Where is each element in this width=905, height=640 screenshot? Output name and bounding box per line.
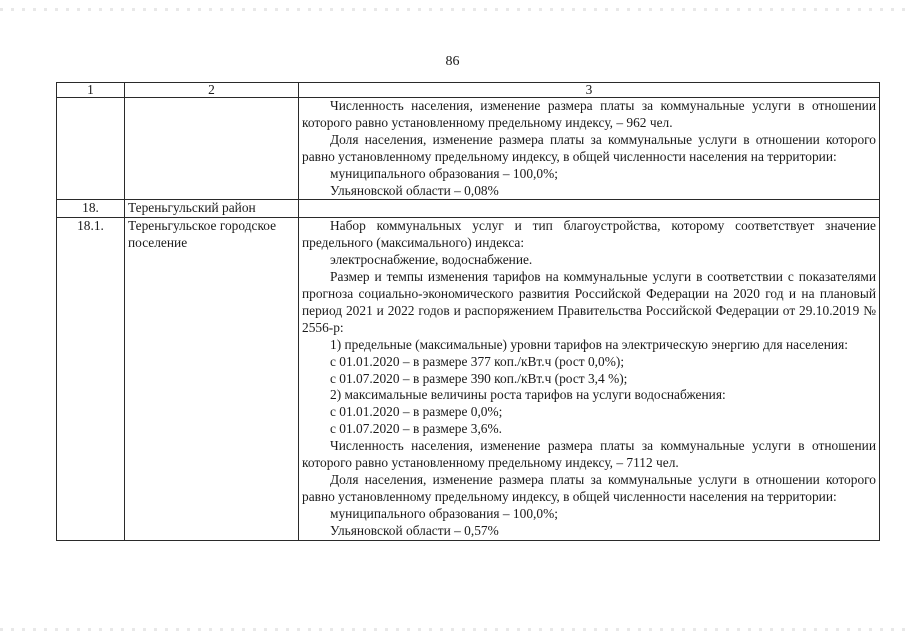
- description-paragraph: 1) предельные (максимальные) уровни тарифов на электрическую энергию для населения:: [330, 336, 848, 352]
- description-paragraph: с 01.07.2020 – в размере 390 коп./кВт.ч (рост 3,4 %);: [330, 370, 628, 386]
- settlement-name: Тереньгульское городское поселение: [125, 218, 299, 540]
- district-description-cell: [299, 200, 880, 218]
- table-row-district: [57, 200, 880, 218]
- description-paragraph: с 01.01.2020 – в размере 377 коп./кВт.ч (рост 0,0%);: [330, 353, 625, 369]
- description-paragraph: Ульяновской области – 0,08%: [330, 182, 499, 198]
- page-number: 86: [445, 54, 460, 69]
- description-paragraph: с 01.01.2020 – в размере 0,0%;: [330, 404, 503, 420]
- settlement-description-cell: [299, 218, 880, 540]
- description-paragraph: муниципального образования – 100,0%;: [330, 165, 558, 181]
- description-paragraph: Численность населения, изменение размера платы за коммунальные услуги в отношении которого равно установленному предельному индексу, – 962 чел.: [302, 98, 876, 130]
- description-paragraph: 2) максимальные величины роста тарифов на услуги водоснабжения:: [330, 387, 726, 403]
- description-paragraph: Ульяновской области – 0,57%: [330, 522, 499, 538]
- settlement-number: 18.1.: [57, 218, 125, 540]
- row-name-cell: [125, 98, 299, 200]
- table-row-settlement: [57, 218, 880, 540]
- description-paragraph: Набор коммунальных услуг и тип благоустройства, которому соответствует значение предельного (максимального) индекса:: [302, 218, 876, 251]
- table-row-continuation: [57, 98, 880, 200]
- table-header-row: [57, 83, 880, 98]
- column-header-1: 1: [57, 83, 125, 98]
- description-paragraph: Доля населения, изменение размера платы за коммунальные услуги в отношении которого равно установленному предельному индексу, в общей численности населения на территории:: [302, 131, 876, 164]
- description-paragraph: Размер и темпы изменения тарифов на коммунальные услуги в соответствии с показателями прогноза социально-экономического развития Российской Федерации на 2020 год и на плановый период 2021 и 2022 годов и распоряжением Правительства Российской Федерации от 29.10.2019 № 2556-р:: [302, 269, 876, 335]
- scan-artifact-bottom: [0, 628, 905, 631]
- description-paragraph: Численность населения, изменение размера платы за коммунальные услуги в отношении которого равно установленному предельному индексу, – 7112 чел.: [302, 438, 876, 471]
- description-paragraph: Доля населения, изменение размера платы за коммунальные услуги в отношении которого равно установленному предельному индексу, в общей численности населения на территории:: [302, 471, 876, 504]
- district-number: 18.: [57, 200, 125, 218]
- row-number-cell: [57, 98, 125, 200]
- description-paragraph: муниципального образования – 100,0%;: [330, 505, 558, 521]
- data-table: [56, 82, 880, 541]
- description-paragraph: с 01.07.2020 – в размере 3,6%.: [330, 421, 502, 437]
- row-description-cell: [299, 98, 880, 200]
- column-header-2: 2: [125, 83, 299, 98]
- column-header-3: 3: [299, 83, 880, 98]
- description-paragraph: электроснабжение, водоснабжение.: [330, 252, 533, 268]
- district-name: Тереньгульский район: [125, 200, 299, 218]
- scan-artifact-top: [0, 8, 905, 11]
